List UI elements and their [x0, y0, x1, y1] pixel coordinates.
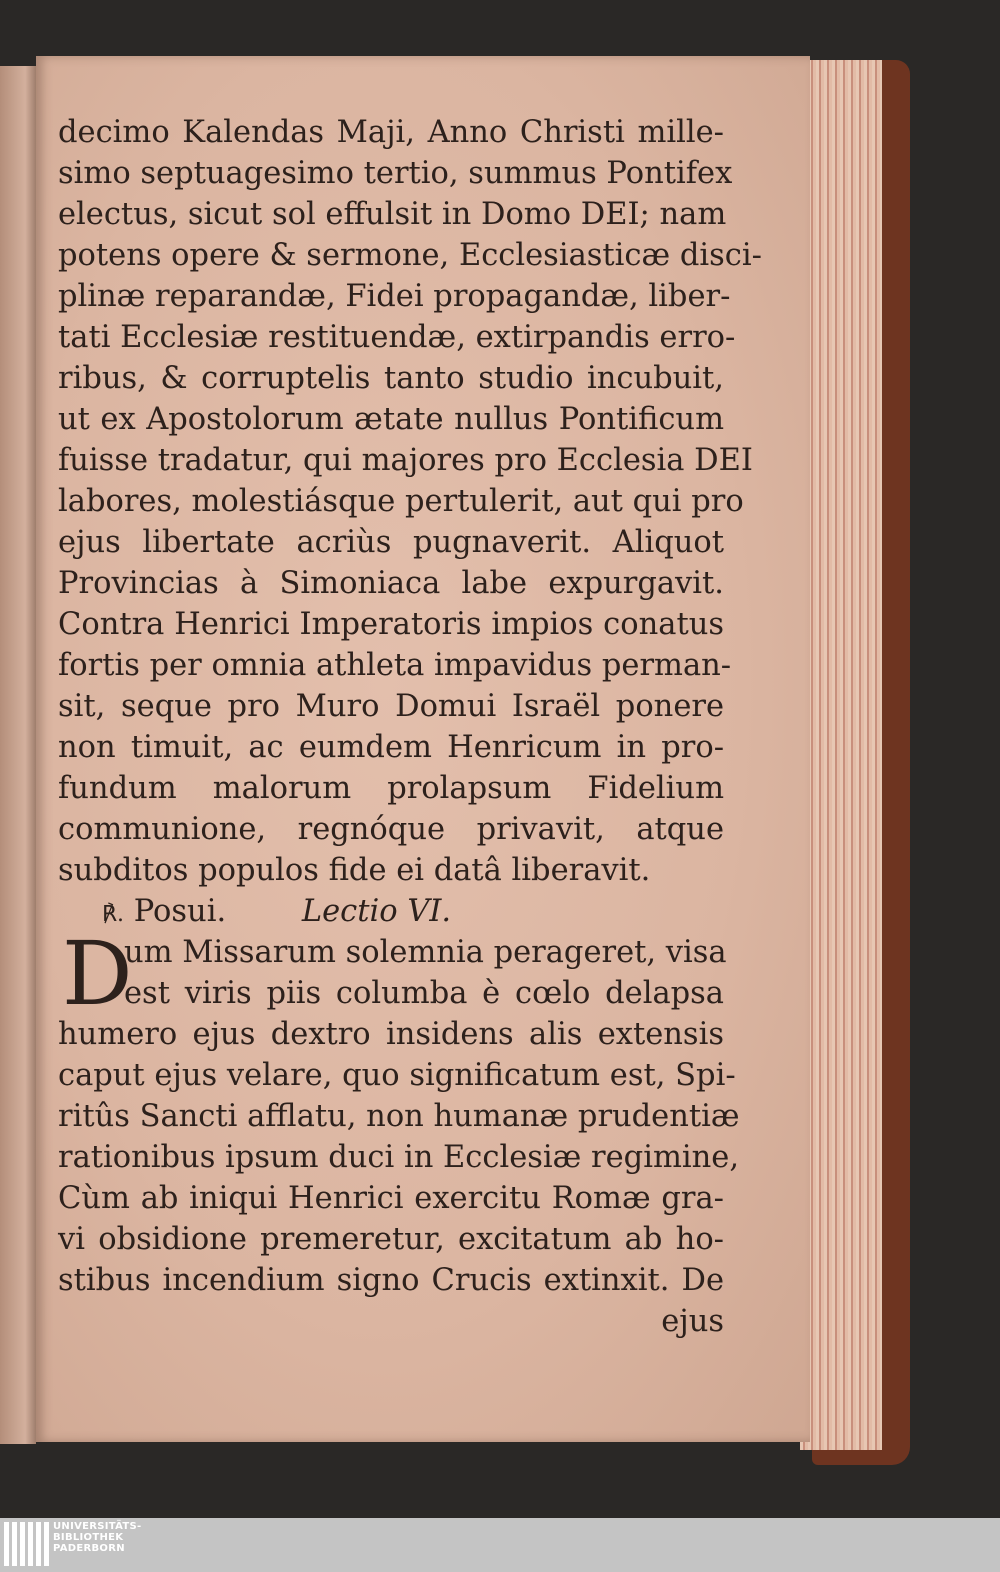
- text-line: rationibus ipsum duci in Ecclesiæ regimine,: [58, 1140, 740, 1175]
- left-page-edge: [0, 66, 36, 1444]
- text-line: ejus libertate acriùs pugnaverit. Aliquot: [58, 525, 724, 560]
- text-line: subditos populos fide ei datâ liberavit.: [58, 853, 651, 888]
- text-line: non timuit, ac eumdem Henricum in pro-: [58, 730, 724, 765]
- text-line: ribus, & corruptelis tanto studio incubuit,: [58, 361, 724, 396]
- library-footer-bar: [0, 1518, 1000, 1572]
- drop-cap-initial: D: [62, 922, 133, 1025]
- text-line: vi obsidione premeretur, excitatum ab ho-: [58, 1222, 724, 1257]
- text-line: electus, sicut sol effulsit in Domo DEI; nam: [58, 197, 727, 232]
- library-name-line: BIBLIOTHEK: [53, 1532, 124, 1543]
- text-line: simo septuagesimo tertio, summus Pontifex: [58, 156, 733, 191]
- text-line: fortis per omnia athleta impavidus perman-: [58, 648, 732, 683]
- text-line: plinæ reparandæ, Fidei propagandæ, liber-: [58, 279, 731, 314]
- text-line: tati Ecclesiæ restituendæ, extirpandis erro-: [58, 320, 736, 355]
- library-name-line: PADERBORN: [53, 1543, 125, 1554]
- lectio-title: Lectio VI.: [301, 894, 452, 929]
- lectio-paragraph: [58, 922, 740, 1301]
- text-line: est viris piis columba è cœlo delapsa: [124, 976, 724, 1011]
- text-line: communione, regnóque privavit, atque: [58, 812, 724, 847]
- text-line: potens opere & sermone, Ecclesiasticæ disci-: [58, 238, 762, 273]
- text-line: Contra Henrici Imperatoris impios conatus: [58, 607, 724, 642]
- page-block-edge: [800, 60, 882, 1450]
- text-line: caput ejus velare, quo significatum est, Spi-: [58, 1058, 736, 1093]
- text-line: um Missarum solemnia perageret, visa: [124, 935, 727, 970]
- text-line: Cùm ab iniqui Henrici exercitu Romæ gra-: [58, 1181, 724, 1216]
- response-mark: ℟.: [102, 902, 125, 927]
- library-name: [53, 1521, 142, 1554]
- text-line: Provincias à Simoniaca labe expurgavit.: [58, 566, 724, 601]
- text-line: humero ejus dextro insidens alis extensis: [58, 1017, 724, 1052]
- text-line: labores, molestiásque pertulerit, aut qui pro: [58, 484, 744, 519]
- text-line: decimo Kalendas Maji, Anno Christi mille-: [58, 115, 724, 150]
- catchword: ejus: [661, 1304, 724, 1339]
- text-line: fundum malorum prolapsum Fidelium: [58, 771, 724, 806]
- text-line: sit, seque pro Muro Domui Israël ponere: [58, 689, 724, 724]
- text-line: ut ex Apostolorum ætate nullus Pontificum: [58, 402, 724, 437]
- text-line: stibus incendium signo Crucis extinxit. De: [58, 1263, 724, 1298]
- library-name-line: UNIVERSITÄTS-: [53, 1521, 142, 1532]
- text-line: ritûs Sancti afflatu, non humanæ prudentiæ: [58, 1099, 740, 1134]
- lectio-heading: [58, 891, 724, 932]
- page-text: [58, 112, 762, 1342]
- text-line: fuisse tradatur, qui majores pro Ecclesia DEI: [58, 443, 753, 478]
- university-library-logo-icon: [4, 1522, 50, 1566]
- responsory-incipit: Posui.: [133, 894, 227, 929]
